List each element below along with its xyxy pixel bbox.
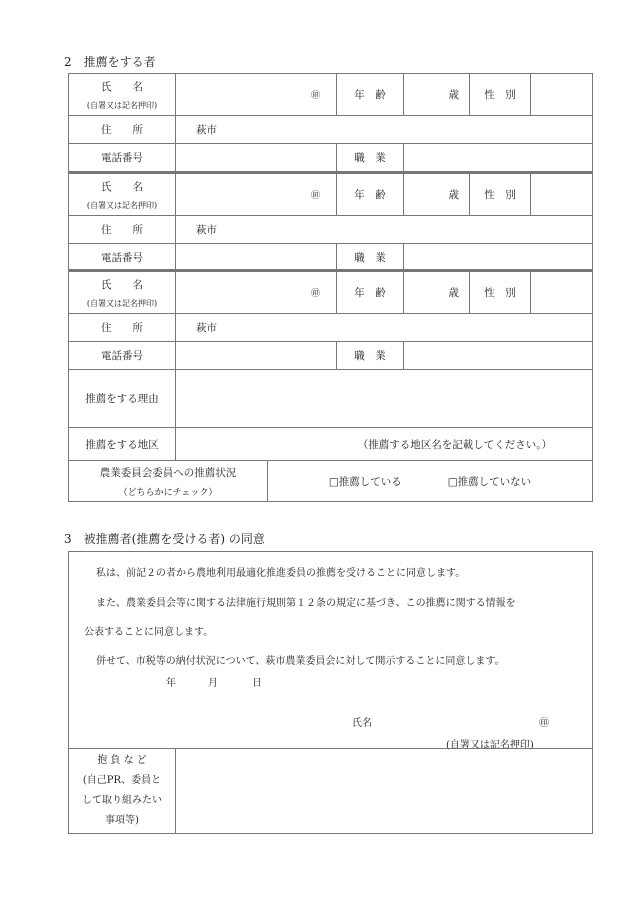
recommender-2-age-field[interactable]	[403, 173, 470, 216]
status-label: 農業委員会委員への推薦状況	[99, 466, 237, 479]
recommender-3-address-field[interactable]	[175, 313, 593, 342]
checkbox-not-recommending[interactable]: □推薦していない	[447, 475, 532, 488]
name-note: (自署又は記名押印)	[86, 100, 158, 110]
age-unit: 歳	[448, 189, 459, 201]
consent-paragraph-1: 私は、前記２の者から農地利用最適化推進委員の推薦を受けることに同意します。	[96, 568, 466, 579]
ambition-label-line: 事項等)	[105, 815, 139, 826]
name-label: 氏 名	[101, 80, 143, 93]
recommender-1-name-field[interactable]	[175, 73, 337, 116]
district-field[interactable]	[175, 427, 593, 461]
age-unit: 歳	[448, 287, 459, 299]
consent-name-label: 氏名	[352, 718, 372, 729]
ambition-field[interactable]	[175, 748, 593, 834]
status-label-cell	[68, 460, 268, 502]
ambition-label	[68, 748, 176, 834]
seal-icon: ㊞	[310, 289, 320, 299]
ambition-label-line: して取り組みたい	[82, 795, 162, 806]
recommender-3-sex-label: 性 別	[469, 271, 531, 314]
seal-icon: ㊞	[310, 191, 320, 201]
name-note: (自署又は記名押印)	[86, 200, 158, 210]
recommender-2-sex-label: 性 別	[469, 173, 531, 216]
recommender-1-sex-label: 性 別	[469, 73, 531, 116]
consent-box	[68, 551, 593, 749]
district-hint: （推薦する地区名を記載してください。）	[357, 438, 552, 451]
recommender-3-phone-field[interactable]	[175, 341, 337, 370]
name-label: 氏 名	[101, 180, 143, 193]
address-prefix: 萩市	[196, 322, 217, 334]
recommender-1-name-label	[68, 73, 176, 116]
recommender-3-occupation-field[interactable]	[403, 341, 593, 370]
date-year: 年	[166, 678, 176, 689]
ambition-label-line: 抱 負 な ど	[97, 755, 147, 766]
recommender-2-sex-field[interactable]	[530, 173, 593, 216]
name-note: (自署又は記名押印)	[86, 298, 158, 308]
consent-paragraph-4: 併せて、市税等の納付状況について、萩市農業委員会に対して開示することに同意します。	[96, 656, 505, 667]
recommender-3-name-field[interactable]	[175, 271, 337, 314]
recommender-2-address-field[interactable]	[175, 215, 593, 244]
recommender-1-phone-field[interactable]	[175, 143, 337, 172]
recommender-2-name-label	[68, 173, 176, 216]
recommender-1-sex-field[interactable]	[530, 73, 593, 116]
consent-paragraph-2: また、農業委員会等に関する法律施行規則第１２条の規定に基づき、この推薦に関する情報を	[96, 598, 516, 609]
recommender-1-address-label: 住 所	[68, 115, 176, 144]
recommender-1-occupation-field[interactable]	[403, 143, 593, 172]
recommender-1-phone-label: 電話番号	[68, 143, 176, 172]
recommender-3-sex-field[interactable]	[530, 271, 593, 314]
recommender-1-address-field[interactable]	[175, 115, 593, 144]
address-prefix: 萩市	[196, 124, 217, 136]
recommender-1-age-field[interactable]	[403, 73, 470, 116]
group-separator	[68, 171, 593, 173]
recommender-3-age-field[interactable]	[403, 271, 470, 314]
recommender-3-phone-label: 電話番号	[68, 341, 176, 370]
consent-paragraph-3: 公表することに同意します。	[84, 627, 214, 638]
recommender-3-occupation-label: 職 業	[336, 341, 404, 370]
recommender-2-occupation-field[interactable]	[403, 243, 593, 272]
consent-sign-note: (自署又は記名押印)	[446, 740, 534, 751]
status-options	[267, 460, 593, 502]
date-month: 月	[208, 678, 218, 689]
status-note: （どちらかにチェック）	[118, 487, 218, 498]
recommender-3-age-label: 年 齢	[336, 271, 404, 314]
recommender-1-occupation-label: 職 業	[336, 143, 404, 172]
seal-icon: ㊞	[310, 91, 320, 101]
reason-label: 推薦をする理由	[68, 369, 176, 428]
recommender-3-name-label	[68, 271, 176, 314]
date-day: 日	[252, 678, 262, 689]
recommender-2-occupation-label: 職 業	[336, 243, 404, 272]
reason-field[interactable]	[175, 369, 593, 428]
consent-seal-icon: ㊞	[539, 718, 549, 729]
section2-title: 2 推薦をする者	[64, 55, 156, 69]
ambition-label-line: (自己PR、委員と	[82, 775, 162, 786]
group-separator	[68, 269, 593, 271]
recommender-2-phone-field[interactable]	[175, 243, 337, 272]
age-unit: 歳	[448, 89, 459, 101]
name-label: 氏 名	[101, 278, 143, 291]
address-prefix: 萩市	[196, 224, 217, 236]
section3-title: 3 被推薦者(推薦を受ける者) の同意	[64, 532, 265, 546]
district-label: 推薦をする地区	[68, 427, 176, 461]
recommender-1-age-label: 年 齢	[336, 73, 404, 116]
recommender-2-age-label: 年 齢	[336, 173, 404, 216]
checkbox-recommending[interactable]: □推薦している	[328, 475, 402, 488]
recommender-2-name-field[interactable]	[175, 173, 337, 216]
recommender-3-address-label: 住 所	[68, 313, 176, 342]
recommender-2-address-label: 住 所	[68, 215, 176, 244]
recommender-2-phone-label: 電話番号	[68, 243, 176, 272]
